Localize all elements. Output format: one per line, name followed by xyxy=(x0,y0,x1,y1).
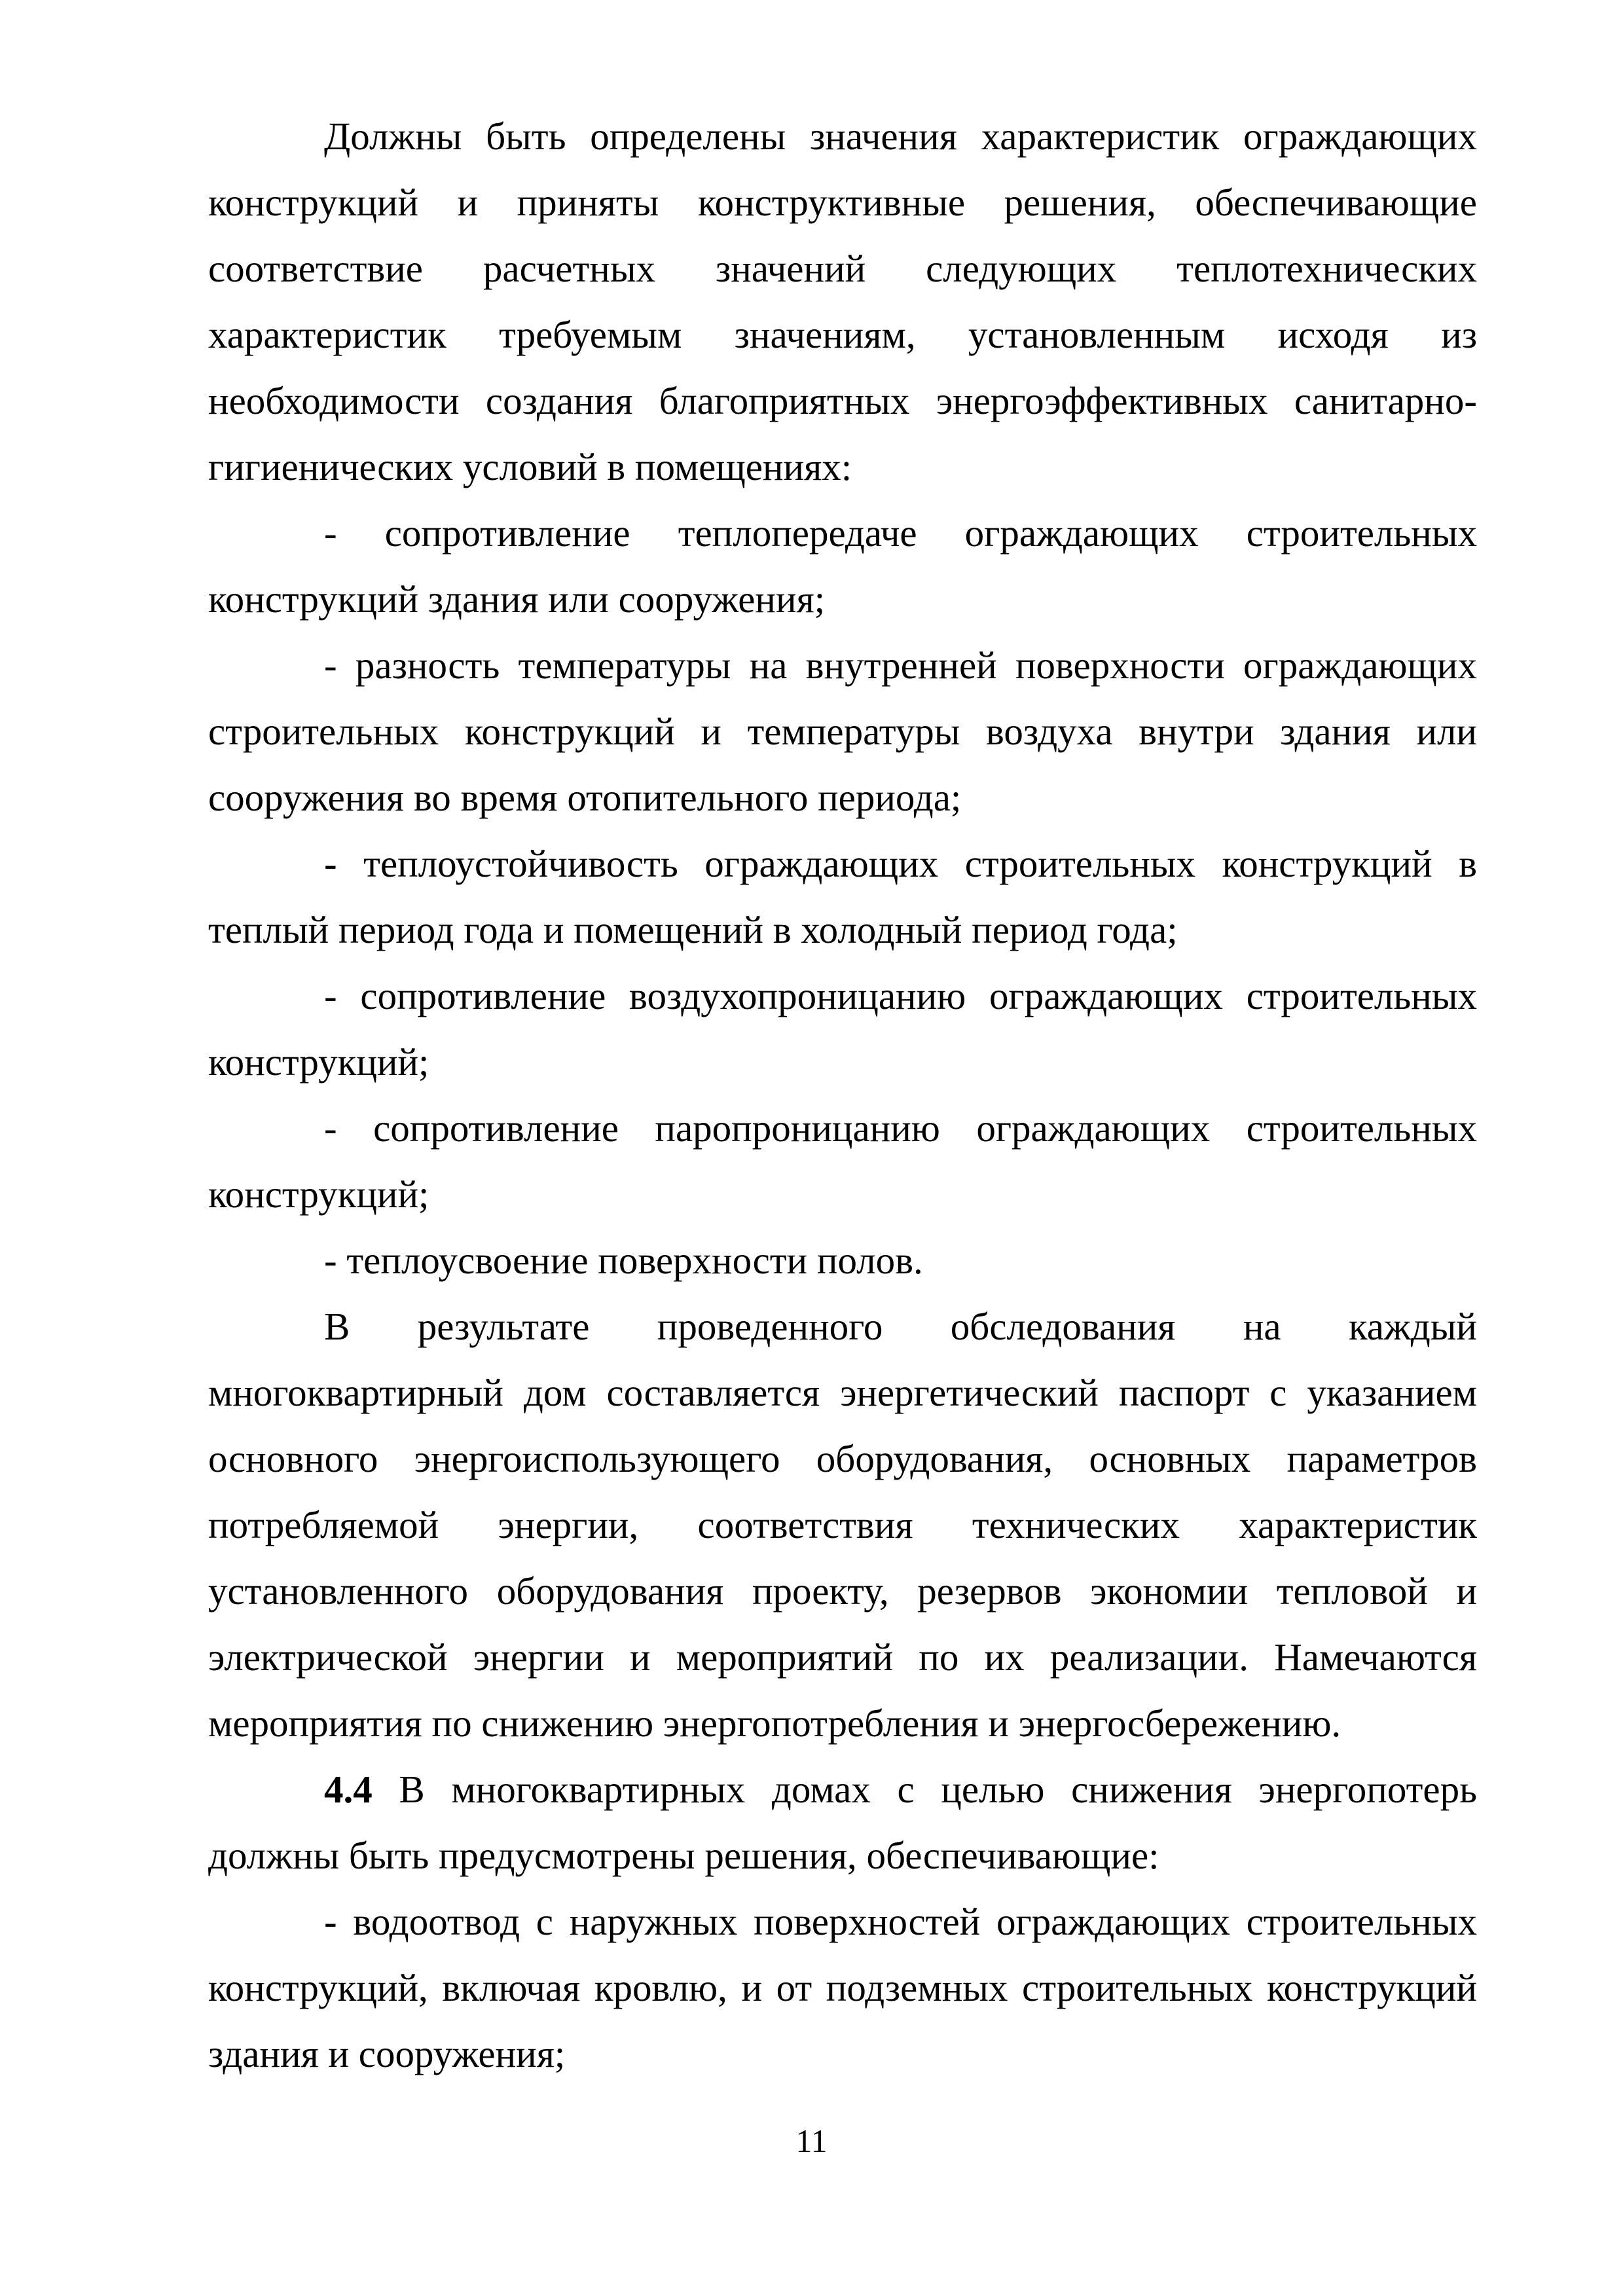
list-item-drainage: - водоотвод с наружных поверхностей ограждающих строительных конструкций, включая кровлю, и от подземных строительных конструкций здания и сооружения; xyxy=(208,1900,1477,2075)
list-item-heat-resistance: - теплоустойчивость ограждающих строительных конструкций в теплый период года и помещений в холодный период года; xyxy=(208,842,1477,951)
section-number: 4.4 xyxy=(324,1768,373,1811)
list-item-heat-transfer-resistance: - сопротивление теплопередаче ограждающих строительных конструкций здания или сооружения; xyxy=(208,511,1477,621)
list-item-temperature-difference: - разность температуры на внутренней поверхности ограждающих строительных конструкций и температуры воздуха внутри здания или сооружения во время отопительного периода; xyxy=(208,644,1477,819)
paragraph-energy-passport: В результате проведенного обследования на каждый многоквартирный дом составляется энергетический паспорт с указанием основного энергоиспользующего оборудования, основных параметров потребляемой энергии, соответствия технических характеристик установленного оборудования проекту, резервов экономии тепловой и электрической энергии и мероприятий по их реализации. Намечаются мероприятия по снижению энергопотребления и энергосбережению. xyxy=(208,1305,1477,1745)
document-body xyxy=(208,103,1477,2087)
page-number: 11 xyxy=(795,2123,828,2159)
section-4-4-paragraph xyxy=(208,1757,1477,1889)
list-item-vapor-permeability: - сопротивление паропроницанию ограждающих строительных конструкций; xyxy=(208,1106,1477,1216)
list-item-air-permeability: - сопротивление воздухопроницанию ограждающих строительных конструкций; xyxy=(208,974,1477,1084)
list-item-floor-heat-absorption: - теплоусвоение поверхности полов. xyxy=(324,1239,923,1282)
section-4-4-text: В многоквартирных домах с целью снижения энергопотерь должны быть предусмотрены решения, обеспечивающие: xyxy=(208,1768,1477,1877)
paragraph-thermal-characteristics-intro: Должны быть определены значения характеристик ограждающих конструкций и приняты конструктивные решения, обеспечивающие соответствие расчетных значений следующих теплотехнических характеристик требуемым значениям, установленным исходя из необходимости создания благоприятных энергоэффективных санитарно-гигиенических условий в помещениях: xyxy=(208,115,1477,488)
